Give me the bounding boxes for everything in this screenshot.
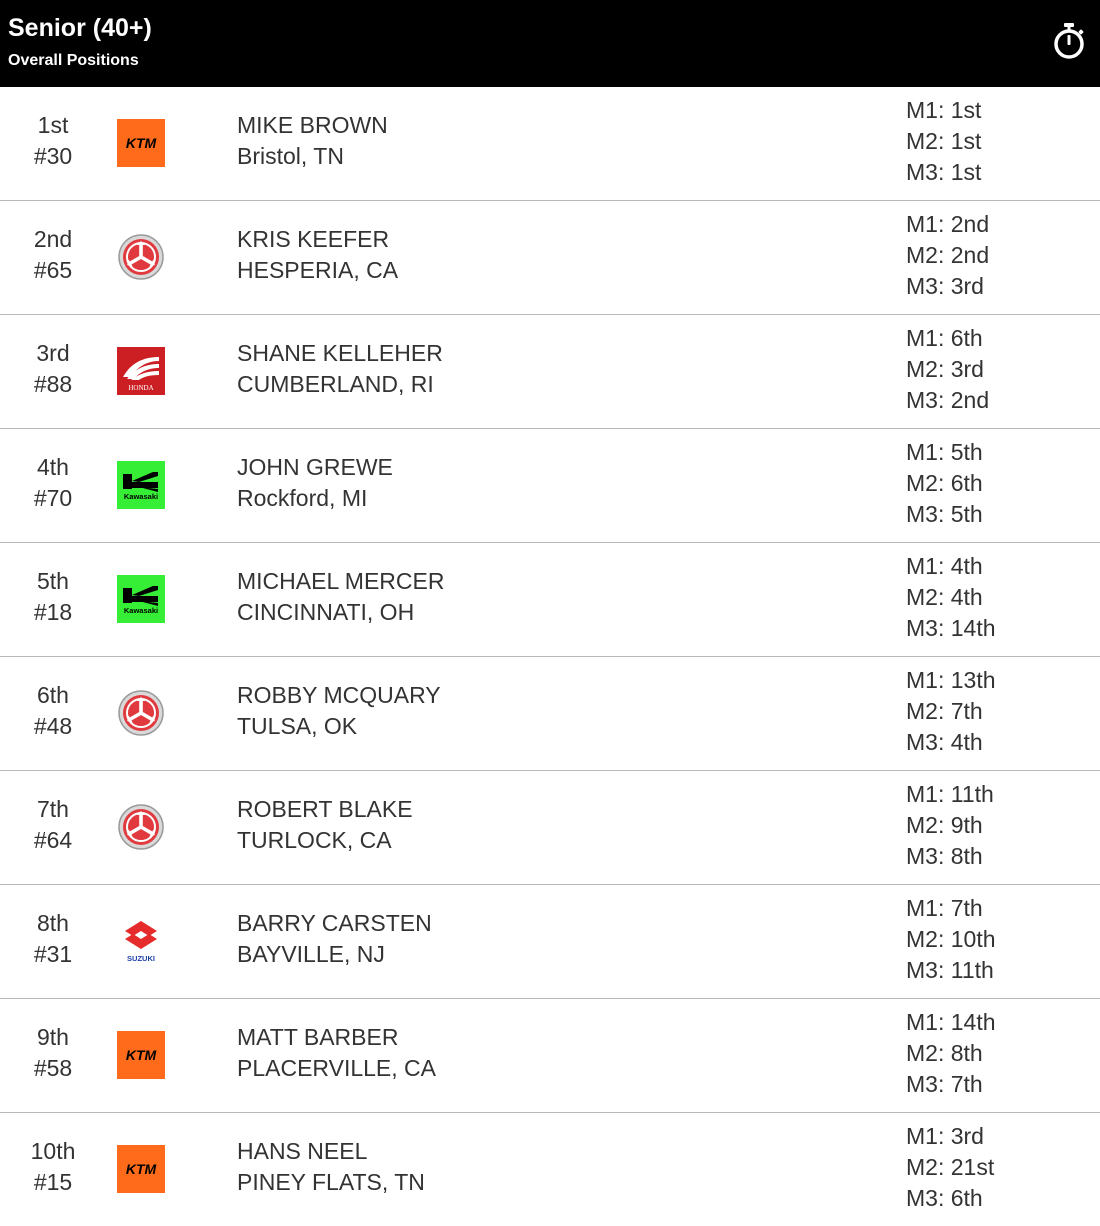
rider-hometown: CUMBERLAND, RI [237, 371, 434, 397]
suzuki-logo-icon [117, 917, 165, 965]
rider-info [237, 452, 393, 514]
moto2-result: M2: 1st [906, 128, 982, 154]
moto-results [906, 209, 989, 302]
svg-text:Kawasaki: Kawasaki [123, 606, 159, 615]
rider-row[interactable] [0, 87, 1100, 201]
rider-number: #58 [33, 1055, 73, 1081]
finish-place: 4th [37, 454, 69, 480]
moto3-result: M3: 1st [906, 159, 982, 185]
moto1-result: M1: 7th [906, 895, 983, 921]
position-cell [0, 1022, 106, 1084]
rider-row[interactable] [0, 1113, 1100, 1226]
rider-name: ROBERT BLAKE [237, 796, 413, 822]
position-cell [0, 452, 106, 514]
rider-row[interactable] [0, 543, 1100, 657]
rider-row[interactable] [0, 315, 1100, 429]
moto3-result: M3: 8th [906, 843, 983, 869]
rider-info [237, 680, 441, 742]
rider-name: SHANE KELLEHER [237, 340, 443, 366]
rider-number: #18 [33, 599, 73, 625]
svg-text:KTM: KTM [125, 135, 157, 151]
finish-place: 1st [37, 112, 69, 138]
rider-hometown: PLACERVILLE, CA [237, 1055, 437, 1081]
yamaha-logo-icon [117, 689, 165, 737]
finish-place: 9th [37, 1024, 69, 1050]
rider-hometown: HESPERIA, CA [237, 257, 399, 283]
moto1-result: M1: 13th [906, 667, 996, 693]
moto3-result: M3: 4th [906, 729, 983, 755]
moto1-result: M1: 3rd [906, 1123, 984, 1149]
moto3-result: M3: 3rd [906, 273, 984, 299]
position-cell [0, 908, 106, 970]
ktm-logo-icon [117, 1145, 165, 1193]
finish-place: 5th [37, 568, 69, 594]
honda-logo-icon [117, 347, 165, 395]
rider-name: KRIS KEEFER [237, 226, 390, 252]
moto1-result: M1: 4th [906, 553, 983, 579]
finish-place: 2nd [33, 226, 73, 252]
finish-place: 3rd [36, 340, 70, 366]
rider-row[interactable] [0, 771, 1100, 885]
moto-results [906, 893, 996, 986]
position-cell [0, 566, 106, 628]
kawasaki-logo-icon [117, 575, 165, 623]
moto2-result: M2: 3rd [906, 356, 984, 382]
position-cell [0, 1136, 106, 1198]
moto-results [906, 437, 983, 530]
rider-hometown: CINCINNATI, OH [237, 599, 415, 625]
finish-place: 7th [37, 796, 69, 822]
moto2-result: M2: 6th [906, 470, 983, 496]
moto2-result: M2: 9th [906, 812, 983, 838]
moto1-result: M1: 5th [906, 439, 983, 465]
svg-text:KTM: KTM [125, 1047, 157, 1063]
moto3-result: M3: 2nd [906, 387, 990, 413]
rider-hometown: Bristol, TN [237, 143, 344, 169]
rider-info [237, 1136, 425, 1198]
moto2-result: M2: 4th [906, 584, 983, 610]
rider-info [237, 110, 388, 172]
rider-info [237, 908, 432, 970]
rider-number: #31 [33, 941, 73, 967]
svg-text:KTM: KTM [125, 1161, 157, 1177]
moto1-result: M1: 2nd [906, 211, 990, 237]
stopwatch-icon[interactable] [1052, 22, 1086, 60]
moto-results [906, 551, 996, 644]
position-cell [0, 110, 106, 172]
rider-name: MICHAEL MERCER [237, 568, 445, 594]
rider-hometown: PINEY FLATS, TN [237, 1169, 425, 1195]
rider-info [237, 338, 443, 400]
finish-place: 6th [37, 682, 69, 708]
moto2-result: M2: 8th [906, 1040, 983, 1066]
moto3-result: M3: 6th [906, 1185, 983, 1211]
rider-hometown: BAYVILLE, NJ [237, 941, 385, 967]
svg-text:Kawasaki: Kawasaki [123, 492, 159, 501]
moto-results [906, 1007, 996, 1100]
kawasaki-logo-icon [117, 461, 165, 509]
results-header [0, 0, 1100, 87]
finish-place: 8th [37, 910, 69, 936]
moto1-result: M1: 1st [906, 97, 982, 123]
moto-results [906, 665, 996, 758]
moto3-result: M3: 11th [906, 957, 994, 983]
moto1-result: M1: 11th [906, 781, 994, 807]
rider-number: #70 [33, 485, 73, 511]
rider-hometown: Rockford, MI [237, 485, 368, 511]
class-title: Senior (40+) [8, 14, 152, 42]
position-cell [0, 680, 106, 742]
moto-results [906, 95, 981, 188]
moto2-result: M2: 21st [906, 1154, 995, 1180]
moto-results [906, 323, 989, 416]
yamaha-logo-icon [117, 233, 165, 281]
moto3-result: M3: 5th [906, 501, 983, 527]
finish-place: 10th [30, 1138, 76, 1164]
results-list [0, 87, 1100, 1226]
moto-results [906, 779, 994, 872]
rider-info [237, 224, 398, 286]
moto1-result: M1: 14th [906, 1009, 996, 1035]
moto1-result: M1: 6th [906, 325, 983, 351]
rider-number: #48 [33, 713, 73, 739]
svg-text:HONDA: HONDA [128, 384, 154, 392]
rider-row[interactable] [0, 429, 1100, 543]
moto-results [906, 1121, 994, 1214]
rider-name: BARRY CARSTEN [237, 910, 432, 936]
rider-name: MATT BARBER [237, 1024, 399, 1050]
rider-info [237, 794, 413, 856]
rider-name: ROBBY MCQUARY [237, 682, 441, 708]
position-cell [0, 794, 106, 856]
rider-row[interactable] [0, 885, 1100, 999]
position-cell [0, 224, 106, 286]
moto2-result: M2: 2nd [906, 242, 990, 268]
rider-name: JOHN GREWE [237, 454, 393, 480]
svg-text:SUZUKI: SUZUKI [127, 954, 155, 963]
rider-number: #30 [33, 143, 73, 169]
rider-hometown: TURLOCK, CA [237, 827, 392, 853]
rider-name: HANS NEEL [237, 1138, 368, 1164]
rider-row[interactable] [0, 999, 1100, 1113]
moto3-result: M3: 7th [906, 1071, 983, 1097]
rider-number: #88 [33, 371, 73, 397]
moto3-result: M3: 14th [906, 615, 996, 641]
rider-number: #64 [33, 827, 73, 853]
rider-info [237, 1022, 436, 1084]
moto2-result: M2: 10th [906, 926, 996, 952]
results-subtitle: Overall Positions [8, 52, 139, 69]
rider-row[interactable] [0, 201, 1100, 315]
rider-hometown: TULSA, OK [237, 713, 358, 739]
ktm-logo-icon [117, 119, 165, 167]
rider-name: MIKE BROWN [237, 112, 388, 138]
yamaha-logo-icon [117, 803, 165, 851]
ktm-logo-icon [117, 1031, 165, 1079]
rider-number: #65 [33, 257, 73, 283]
rider-info [237, 566, 444, 628]
rider-number: #15 [33, 1169, 73, 1195]
moto2-result: M2: 7th [906, 698, 983, 724]
rider-row[interactable] [0, 657, 1100, 771]
position-cell [0, 338, 106, 400]
